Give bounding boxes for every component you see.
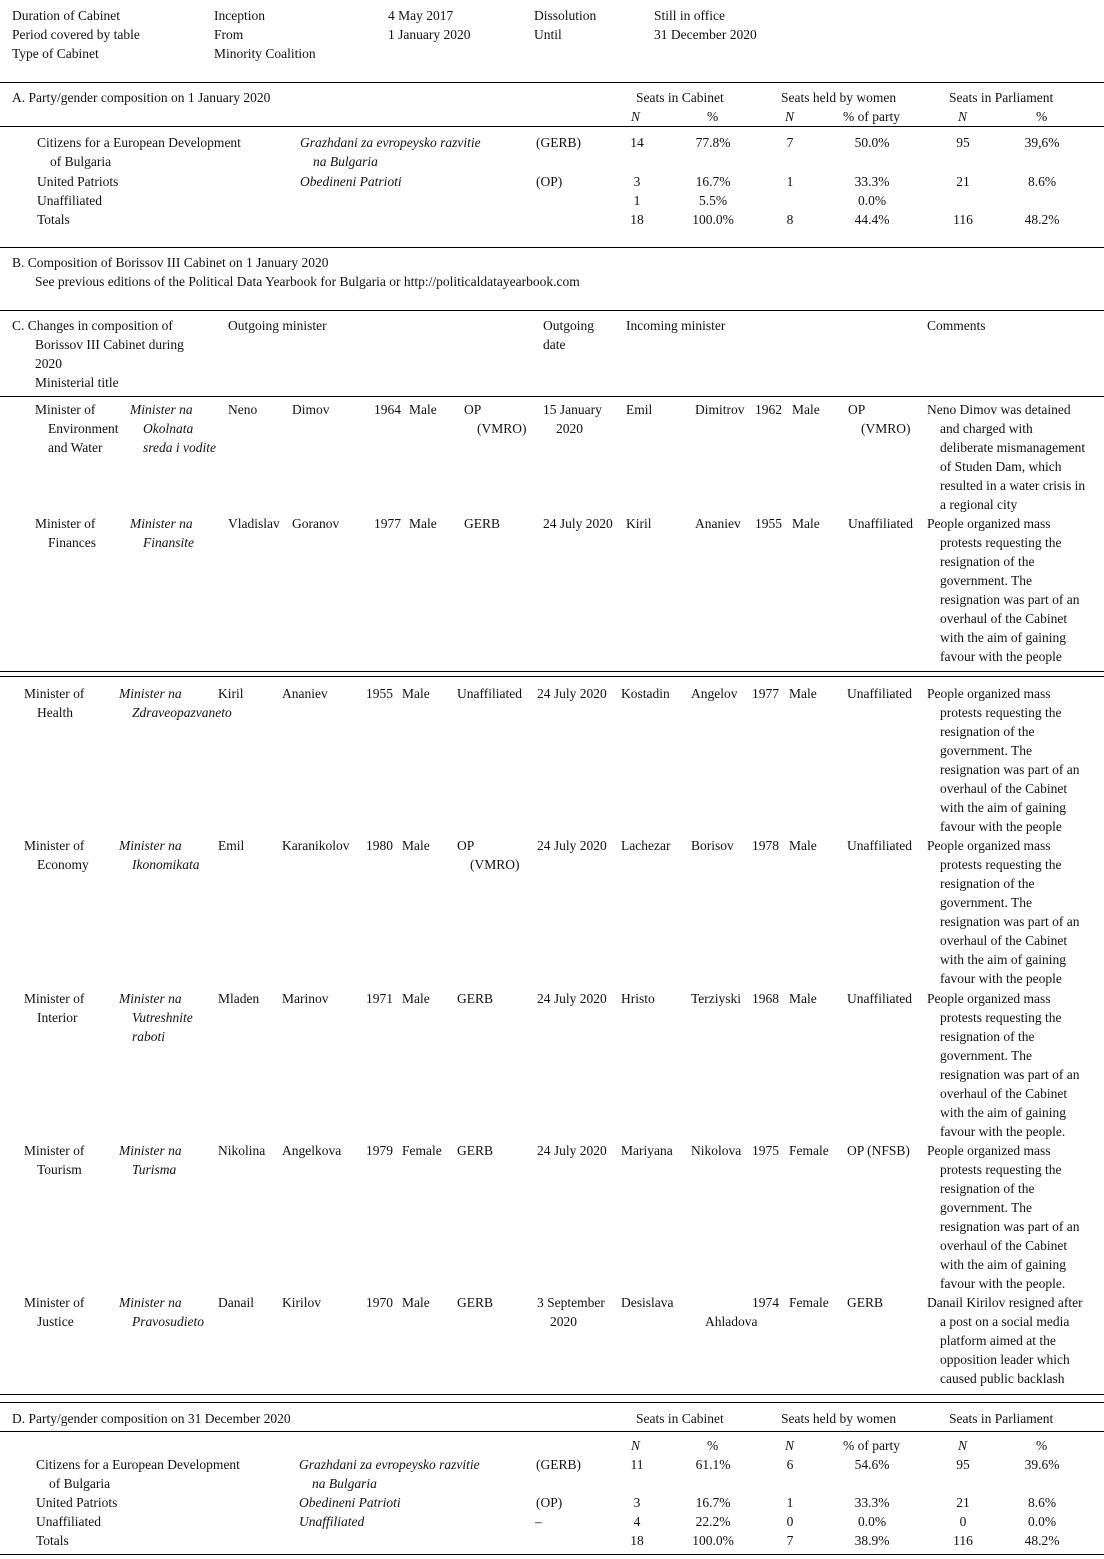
header-key: Dissolution — [534, 8, 597, 23]
outgoing-gender: Male — [402, 686, 430, 701]
ministry-native-title: Minister na Finansite — [130, 516, 194, 550]
divider — [0, 1402, 1104, 1403]
incoming-gender: Female — [789, 1295, 829, 1310]
ministry-title: Minister of Economy — [24, 838, 89, 872]
col-header-cabinet: Seats in Cabinet — [636, 90, 724, 105]
divider — [0, 126, 1104, 127]
party-abbr: (GERB) — [536, 135, 581, 150]
col-header-outgoing: Outgoing minister — [228, 318, 327, 333]
totals-label: Totals — [37, 212, 70, 227]
incoming-birth-year: 1968 — [752, 991, 779, 1006]
header-value: 1 January 2020 — [388, 27, 471, 42]
col-header-comments: Comments — [927, 318, 986, 333]
header-key: Until — [534, 27, 562, 42]
outgoing-first-name: Kiril — [218, 686, 244, 701]
subheader-n: N — [958, 1438, 968, 1453]
parliament-pct: 0.0% — [1027, 1514, 1057, 1529]
outgoing-birth-year: 1979 — [366, 1143, 393, 1158]
party-abbr: (OP) — [536, 1495, 563, 1510]
ministry-title: Minister of Environment and Water — [35, 402, 119, 455]
incoming-first-name: Kostadin — [621, 686, 670, 701]
party-native-name: Obedineni Patrioti — [300, 174, 402, 189]
cabinet-pct: 100.0% — [692, 1533, 734, 1548]
incoming-gender: Male — [789, 686, 817, 701]
party-native-name: Grazhdani za evropeysko razvitie — [300, 135, 481, 150]
header-label: Type of Cabinet — [12, 46, 99, 61]
ministry-native-title: Minister na Turisma — [119, 1143, 182, 1177]
outgoing-first-name: Emil — [218, 838, 245, 853]
outgoing-last-name: Marinov — [282, 991, 329, 1006]
ministry-title: Minister of Finances — [35, 516, 96, 550]
outgoing-party: Unaffiliated — [457, 686, 522, 701]
party-abbr: (OP) — [536, 174, 563, 189]
party-name: of Bulgaria — [50, 154, 112, 169]
women-pct: 54.6% — [854, 1457, 890, 1472]
outgoing-gender: Male — [409, 402, 437, 417]
outgoing-party: OP (VMRO) — [457, 838, 520, 872]
cabinet-n: 18 — [630, 212, 644, 227]
cabinet-pct: 5.5% — [698, 193, 728, 208]
outgoing-birth-year: 1955 — [366, 686, 393, 701]
divider — [0, 1554, 1104, 1555]
col-header-women: Seats held by women — [781, 90, 897, 105]
outgoing-birth-year: 1971 — [366, 991, 393, 1006]
women-pct: 0.0% — [857, 193, 887, 208]
party-native-name: na Bulgaria — [313, 154, 378, 169]
divider — [0, 310, 1104, 311]
outgoing-birth-year: 1964 — [374, 402, 401, 417]
parliament-n: 116 — [953, 1533, 973, 1548]
incoming-party: Unaffiliated — [847, 686, 912, 701]
outgoing-birth-year: 1980 — [366, 838, 393, 853]
outgoing-party: GERB — [457, 1295, 494, 1310]
outgoing-party: OP (VMRO) — [464, 402, 527, 436]
col-header-date: date — [543, 337, 566, 352]
outgoing-date: 15 January 2020 — [543, 402, 602, 436]
outgoing-gender: Male — [402, 838, 430, 853]
subheader-pct: % — [707, 109, 719, 124]
section-title: D. Party/gender composition on 31 December 2020 — [12, 1411, 291, 1426]
outgoing-date: 24 July 2020 — [537, 838, 607, 853]
incoming-party: Unaffiliated — [847, 991, 912, 1006]
divider — [0, 396, 1104, 397]
outgoing-birth-year: 1977 — [374, 516, 401, 531]
section-title: C. Changes in composition of — [12, 318, 173, 333]
outgoing-party: GERB — [457, 991, 494, 1006]
outgoing-party: GERB — [464, 516, 501, 531]
incoming-birth-year: 1975 — [752, 1143, 779, 1158]
outgoing-first-name: Vladislav — [228, 516, 280, 531]
subheader-pct: % — [1036, 1438, 1048, 1453]
incoming-last-name: Angelov — [691, 686, 738, 701]
incoming-first-name: Lachezar — [621, 838, 671, 853]
outgoing-first-name: Neno — [228, 402, 258, 417]
incoming-last-name: Terziyski — [691, 991, 742, 1006]
divider — [0, 82, 1104, 83]
change-comment: People organized mass protests requesting the resignation of the government. The resignation was part of an overhaul of the Cabinet with the aim of gaining favour with the people. — [927, 991, 1080, 1139]
col-header-cabinet: Seats in Cabinet — [636, 1411, 724, 1426]
incoming-last-name: Nikolova — [691, 1143, 742, 1158]
outgoing-date: 24 July 2020 — [543, 516, 613, 531]
ministry-title: Minister of Justice — [24, 1295, 85, 1329]
cabinet-n: 3 — [633, 174, 641, 189]
party-abbr: (GERB) — [536, 1457, 581, 1472]
parliament-pct: 39,6% — [1024, 135, 1060, 150]
parliament-n: 0 — [959, 1514, 967, 1529]
divider — [0, 1431, 1104, 1432]
header-value: 31 December 2020 — [654, 27, 757, 42]
party-native-name: Unaffiliated — [299, 1514, 365, 1529]
incoming-birth-year: 1977 — [752, 686, 779, 701]
outgoing-first-name: Mladen — [218, 991, 260, 1006]
women-n: 0 — [786, 1514, 794, 1529]
women-pct: 0.0% — [857, 1514, 887, 1529]
incoming-gender: Female — [789, 1143, 829, 1158]
outgoing-last-name: Karanikolov — [282, 838, 350, 853]
cabinet-n: 18 — [630, 1533, 644, 1548]
party-name: Unaffiliated — [36, 1514, 101, 1529]
col-header-parliament: Seats in Parliament — [949, 1411, 1054, 1426]
cabinet-n: 11 — [630, 1457, 644, 1472]
outgoing-birth-year: 1970 — [366, 1295, 393, 1310]
parliament-n: 21 — [956, 1495, 970, 1510]
party-name: Citizens for a European Development — [36, 1457, 240, 1472]
header-value: 4 May 2017 — [388, 8, 454, 23]
outgoing-date: 3 September 2020 — [537, 1295, 605, 1329]
divider — [0, 247, 1104, 248]
incoming-gender: Male — [792, 402, 820, 417]
incoming-first-name: Mariyana — [621, 1143, 673, 1158]
parliament-pct: 39.6% — [1024, 1457, 1060, 1472]
incoming-first-name: Emil — [626, 402, 653, 417]
outgoing-date: 24 July 2020 — [537, 1143, 607, 1158]
incoming-last-name: Borisov — [691, 838, 734, 853]
cabinet-pct: 61.1% — [695, 1457, 731, 1472]
outgoing-first-name: Nikolina — [218, 1143, 266, 1158]
subheader-n: N — [785, 1438, 795, 1453]
cabinet-pct: 16.7% — [695, 1495, 731, 1510]
party-native-name: Grazhdani za evropeysko razvitie — [299, 1457, 480, 1472]
outgoing-last-name: Ananiev — [282, 686, 328, 701]
subheader-n: N — [631, 1438, 641, 1453]
header-value: Still in office — [654, 8, 725, 23]
subheader-n: N — [631, 109, 641, 124]
women-pct: 33.3% — [854, 174, 890, 189]
subheader-n: N — [958, 109, 968, 124]
change-comment: Neno Dimov was detained and charged with deliberate mismanagement of Studen Dam, which resulted in a water crisis in a regional city — [927, 402, 1086, 512]
col-header-women: Seats held by women — [781, 1411, 897, 1426]
incoming-party: GERB — [847, 1295, 884, 1310]
incoming-last-name: Ananiev — [695, 516, 741, 531]
incoming-birth-year: 1974 — [752, 1295, 779, 1310]
ministry-native-title: Minister na Zdraveopazvaneto — [119, 686, 232, 720]
header-key: From — [214, 27, 244, 42]
incoming-gender: Male — [789, 838, 817, 853]
subheader-party-pct: % of party — [843, 109, 900, 124]
women-pct: 44.4% — [854, 212, 890, 227]
incoming-last-name: Ahladova — [705, 1314, 758, 1329]
change-comment: People organized mass protests requesting the resignation of the government. The resignation was part of an overhaul of the Cabinet with the aim of gaining favour with the people — [927, 686, 1080, 834]
ministry-native-title: Minister na Ikonomikata — [119, 838, 200, 872]
party-native-name: Obedineni Patrioti — [299, 1495, 401, 1510]
women-pct: 50.0% — [854, 135, 890, 150]
incoming-first-name: Hristo — [621, 991, 655, 1006]
divider — [0, 671, 1104, 672]
cabinet-n: 1 — [633, 193, 641, 208]
section-title: B. Composition of Borissov III Cabinet on 1 January 2020 — [12, 255, 329, 270]
outgoing-last-name: Kirilov — [282, 1295, 321, 1310]
section-title: Borissov III Cabinet during — [35, 337, 184, 352]
incoming-party: Unaffiliated — [847, 838, 912, 853]
parliament-pct: 48.2% — [1024, 1533, 1060, 1548]
cabinet-pct: 16.7% — [695, 174, 731, 189]
women-n: 1 — [786, 1495, 794, 1510]
outgoing-gender: Male — [402, 991, 430, 1006]
party-abbr: – — [535, 1514, 542, 1529]
change-comment: People organized mass protests requesting the resignation of the government. The resignation was part of an overhaul of the Cabinet with the aim of gaining favour with the people. — [927, 1143, 1080, 1291]
cabinet-n: 4 — [633, 1514, 641, 1529]
section-title: A. Party/gender composition on 1 January 2020 — [12, 90, 271, 105]
ministry-native-title: Minister na Vutreshnite raboti — [119, 991, 193, 1044]
outgoing-last-name: Goranov — [292, 516, 340, 531]
incoming-birth-year: 1978 — [752, 838, 779, 853]
section-note: See previous editions of the Political Data Yearbook for Bulgaria or http://politicaldatayearbook.com — [35, 274, 580, 289]
col-header-date: Outgoing — [543, 318, 595, 333]
outgoing-last-name: Dimov — [292, 402, 330, 417]
parliament-pct: 8.6% — [1027, 174, 1057, 189]
header-label: Period covered by table — [12, 27, 140, 42]
incoming-party: Unaffiliated — [848, 516, 913, 531]
header-label: Duration of Cabinet — [12, 8, 120, 23]
header-key: Inception — [214, 8, 265, 23]
ministry-title: Minister of Tourism — [24, 1143, 85, 1177]
subheader-pct: % — [1036, 109, 1048, 124]
party-name: Citizens for a European Development — [37, 135, 241, 150]
divider — [0, 676, 1104, 677]
col-header-incoming: Incoming minister — [626, 318, 726, 333]
parliament-n: 95 — [956, 135, 970, 150]
parliament-n: 116 — [953, 212, 973, 227]
change-comment: People organized mass protests requesting the resignation of the government. The resignation was part of an overhaul of the Cabinet with the aim of gaining favour with the people — [927, 516, 1080, 664]
party-name: of Bulgaria — [49, 1476, 111, 1491]
col-header-parliament: Seats in Parliament — [949, 90, 1054, 105]
subheader-party-pct: % of party — [843, 1438, 900, 1453]
women-n: 7 — [786, 135, 794, 150]
subheader-n: N — [785, 109, 795, 124]
parliament-n: 21 — [956, 174, 970, 189]
parliament-pct: 48.2% — [1024, 212, 1060, 227]
incoming-party: OP (NFSB) — [847, 1143, 910, 1158]
women-pct: 33.3% — [854, 1495, 890, 1510]
parliament-pct: 8.6% — [1027, 1495, 1057, 1510]
outgoing-gender: Male — [402, 1295, 430, 1310]
subheader-pct: % — [707, 1438, 719, 1453]
incoming-birth-year: 1962 — [755, 402, 782, 417]
party-name: United Patriots — [37, 174, 119, 189]
incoming-party: OP (VMRO) — [848, 402, 911, 436]
women-pct: 38.9% — [854, 1533, 890, 1548]
parliament-n: 95 — [956, 1457, 970, 1472]
outgoing-first-name: Danail — [218, 1295, 254, 1310]
ministry-title: Minister of Interior — [24, 991, 85, 1025]
party-name: United Patriots — [36, 1495, 118, 1510]
outgoing-last-name: Angelkova — [282, 1143, 342, 1158]
outgoing-party: GERB — [457, 1143, 494, 1158]
party-name: Unaffiliated — [37, 193, 102, 208]
outgoing-date: 24 July 2020 — [537, 686, 607, 701]
section-title: 2020 — [35, 356, 62, 371]
ministry-native-title: Minister na Pravosudieto — [119, 1295, 204, 1329]
women-n: 7 — [786, 1533, 794, 1548]
cabinet-pct: 100.0% — [692, 212, 734, 227]
change-comment: Danail Kirilov resigned after a post on a social media platform aimed at the opposition leader which caused public backlash — [927, 1295, 1083, 1386]
col-header-title: Ministerial title — [35, 375, 119, 390]
change-comment: People organized mass protests requesting the resignation of the government. The resignation was part of an overhaul of the Cabinet with the aim of gaining favour with the people — [927, 838, 1080, 986]
cabinet-n: 3 — [633, 1495, 641, 1510]
header-value: Minority Coalition — [214, 46, 316, 61]
cabinet-n: 14 — [630, 135, 644, 150]
incoming-gender: Male — [789, 991, 817, 1006]
incoming-gender: Male — [792, 516, 820, 531]
incoming-last-name: Dimitrov — [695, 402, 745, 417]
outgoing-gender: Female — [402, 1143, 442, 1158]
cabinet-pct: 22.2% — [695, 1514, 731, 1529]
outgoing-date: 24 July 2020 — [537, 991, 607, 1006]
women-n: 8 — [786, 212, 794, 227]
incoming-first-name: Desislava — [621, 1295, 674, 1310]
outgoing-gender: Male — [409, 516, 437, 531]
divider — [0, 1394, 1104, 1395]
cabinet-pct: 77.8% — [695, 135, 731, 150]
totals-label: Totals — [36, 1533, 69, 1548]
ministry-title: Minister of Health — [24, 686, 85, 720]
women-n: 6 — [786, 1457, 794, 1472]
ministry-native-title: Minister na Okolnata sreda i vodite — [130, 402, 216, 455]
women-n: 1 — [786, 174, 794, 189]
incoming-birth-year: 1955 — [755, 516, 782, 531]
incoming-first-name: Kiril — [626, 516, 652, 531]
party-native-name: na Bulgaria — [312, 1476, 377, 1491]
